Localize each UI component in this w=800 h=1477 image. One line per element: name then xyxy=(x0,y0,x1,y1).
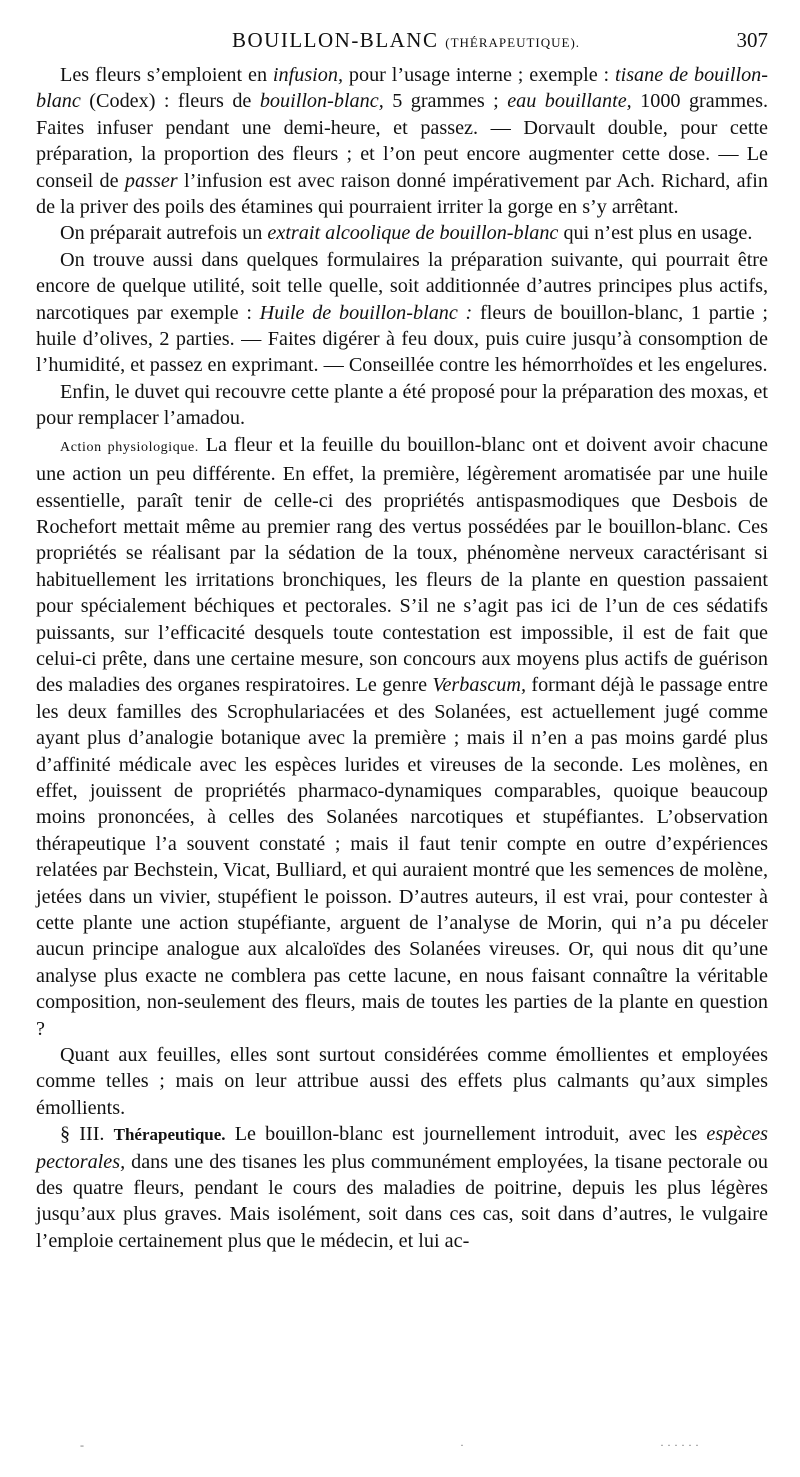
section-heading: Action physiologique. xyxy=(60,439,199,455)
text-run: § III. xyxy=(60,1123,114,1146)
text-run: Les fleurs s’emploient en xyxy=(60,64,273,86)
text-run: 5 grammes ; xyxy=(383,90,508,113)
text-run: bouillon-blanc, xyxy=(259,90,384,113)
text-run: infusion, xyxy=(272,64,344,86)
text-run: tisane de bouillon-blanc xyxy=(36,64,768,113)
text-run: l’infusion est avec raison donné impérativement par Ach. Richard, afin de la priver des poils des étamines qui pourraient irriter la gorge en s’y arrêtant. xyxy=(36,169,768,219)
text-run: qui n’est plus en usage. xyxy=(558,222,753,245)
running-title xyxy=(232,28,580,53)
text-run: Le bouillon-blanc est journellement introduit, avec les xyxy=(225,1123,707,1146)
section-title: Thérapeutique. xyxy=(113,1125,226,1145)
text-run: extrait alcoolique de bouillon-blanc xyxy=(267,222,559,245)
paragraph xyxy=(36,62,768,220)
text-run: Enfin, le duvet qui recouvre cette plante a été proposé pour la préparation des moxas, et pour remplacer l’amadou. xyxy=(36,380,768,430)
page-number: 307 xyxy=(736,28,768,52)
text-run: Huile de bouillon-blanc : xyxy=(259,301,473,324)
paragraph xyxy=(36,379,768,432)
running-title-main: BOUILLON-BLANC xyxy=(232,28,439,52)
running-title-sub: (THÉRAPEUTIQUE). xyxy=(445,35,581,50)
body-text xyxy=(36,62,768,1254)
text-run: Quant aux feuilles, elles sont surtout considérées comme émollientes et employées comme telles ; mais on leur attribue aussi des effets plus calmants qu’aux simples émollients. xyxy=(36,1044,768,1119)
text-run: formant déjà le passage entre les deux familles des Scrophulariacées et des Solanées, est actuellement jugé comme ayant plus d’analogie botanique avec la première ; mais il n’en a pas moins gardé plus d’affinité médicale avec les espèces lurides et vireuses de la seconde. Les molènes, en effet, jouissent de propriétés pharmaco-dynamiques comparables, quoique beaucoup moins prononcées, à celles des Solanées narcotiques et stupéfiantes. L’observation thérapeutique l’a souvent constaté ; mais il faut tenir compte en outre d’expériences relatées par Bechstein, Vicat, Bulliard, et qui auraient montré que les semences de molène, jetées dans un vivier, stupéfient le poisson. D’autres auteurs, il est vrai, pour contester à cette plante une action stupéfiante, arguent de l’analyse de Morin, qui n’a pu déceler aucun principe analogue aux alcaloïdes des Solanées vireuses. Or, qui nous dit qu’une analyse plus exacte ne comblera pas cette lacune, en nous faisant connaître la véritable composition, non-seulement des fleurs, mais de toutes les parties de la plante en question ? xyxy=(36,674,768,1040)
paragraph xyxy=(36,247,768,379)
text-run: eau bouillante, xyxy=(507,90,632,113)
text-run: passer xyxy=(124,169,178,192)
footer-mark: - xyxy=(80,1438,84,1452)
text-run: espèces pectorales, xyxy=(36,1123,769,1173)
paragraph xyxy=(36,220,768,246)
footer-mark: · xyxy=(460,1438,464,1452)
paragraph xyxy=(36,432,768,1042)
running-header xyxy=(36,28,770,58)
text-run: dans une des tisanes les plus communément employées, la tisane pectorale ou des quatre fleurs, pendant le cours des maladies de poitrine, depuis les plus légères jusqu’aux plus graves. Mais isolément, soit dans ces cas, soit dans d’autres, le vulgaire l’emploie certainement plus que le médecin, et lui ac- xyxy=(36,1150,768,1252)
text-run: Verbascum, xyxy=(432,674,527,697)
text-run: La fleur et la feuille du bouillon-blanc ont et doivent avoir chacune une action un peu différente. En effet, la première, légèrement aromatisée par une huile essentielle, paraît tenir de celle-ci des propriétés antispasmodiques que Desbois de Rochefort mettait même au premier rang des vertus possédées par le bouillon-blanc. Ces propriétés se réalisant par la sédation de la toux, phénomène nerveux caractérisant si habituellement les irritations bronchiques, les fleurs de la plante en question passaient pour spécialement béchiques et pectorales. S’il ne s’agit pas ici de l’un de ces sédatifs puissants, sur l’efficacité desquels toute contestation est impossible, il est de fait que celui-ci prête, dans une certaine mesure, son concours aux moyens plus actifs de guérison des maladies des organes respiratoires. Le genre xyxy=(36,433,768,697)
text-run: On trouve aussi dans quelques formulaires la préparation suivante, qui pourrait être encore de quelque utilité, soit telle quelle, soit additionnée d’autres principes plus actifs, narcotiques par exemple : xyxy=(36,248,768,324)
text-run: (Codex) : fleurs de xyxy=(80,90,260,113)
footer-mark: · · · · · · xyxy=(660,1438,699,1452)
paragraph xyxy=(36,1042,768,1121)
text-run: 1000 grammes. Faites infuser pendant une demi-heure, et passez. — Dorvault double, pour cette préparation, la proportion des fleurs ; et l’on peut encore augmenter cette dose. — Le conseil de xyxy=(36,90,768,192)
paragraph xyxy=(36,1121,768,1254)
text-run: On préparait autrefois un xyxy=(60,222,268,245)
text-run: pour l’usage interne ; exemple : xyxy=(343,64,615,86)
text-run: fleurs de bouillon-blanc, 1 partie ; huile d’olives, 2 parties. — Faites digérer à feu doux, puis cuire jusqu’à consomption de l’humidité, et passez en exprimant. — Conseillée contre les hémorrhoïdes et les engelures. xyxy=(36,301,768,377)
